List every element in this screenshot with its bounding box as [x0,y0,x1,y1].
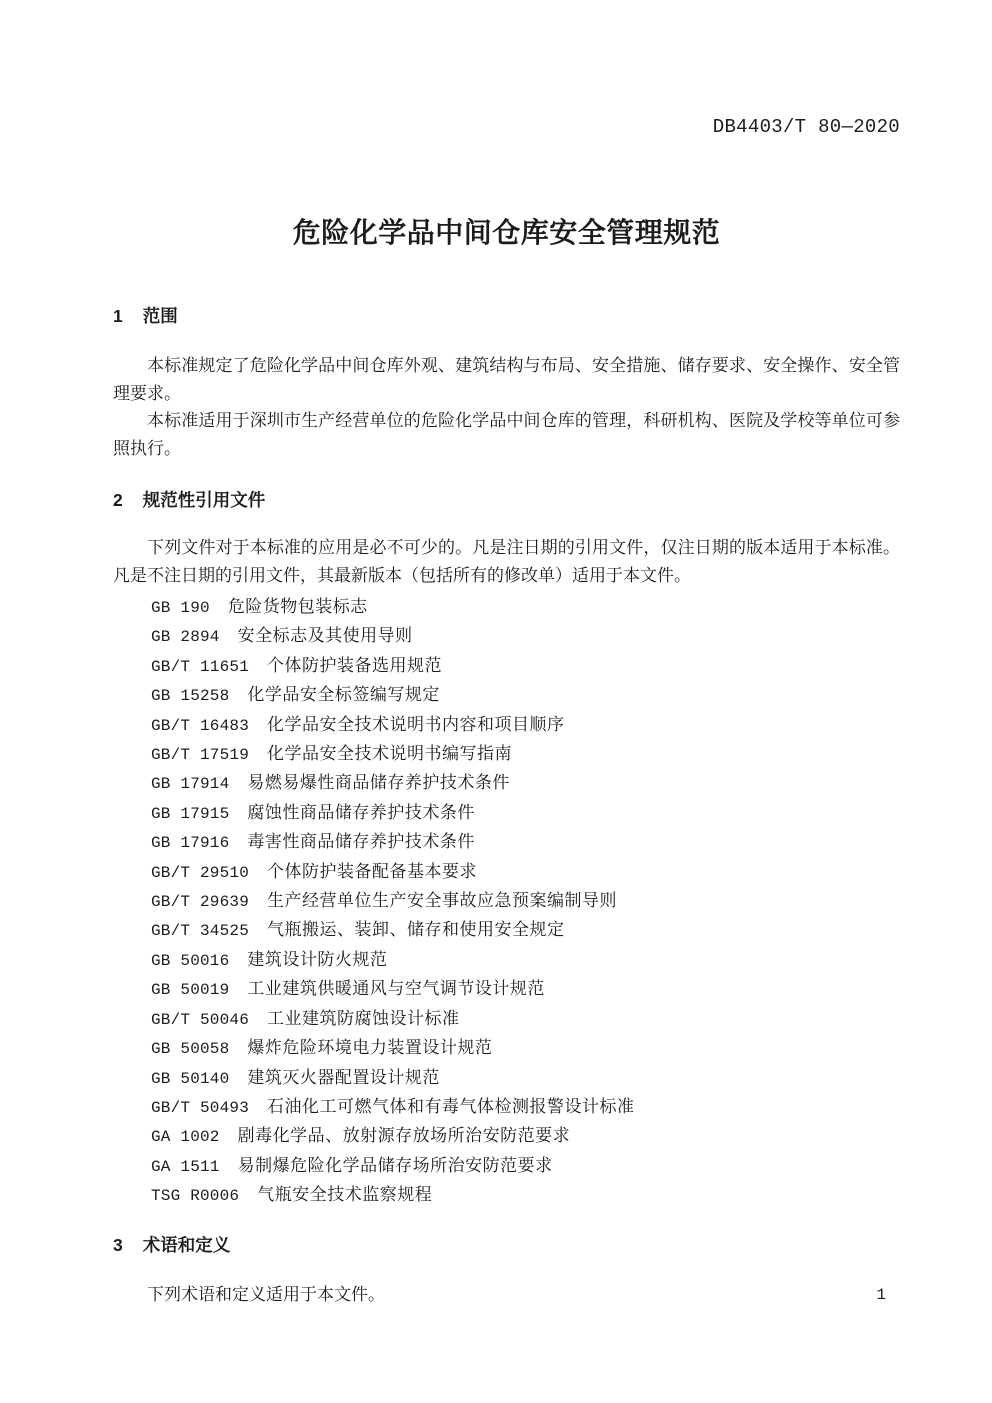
document-title: 危险化学品中间仓库安全管理规范 [292,217,721,248]
reference-code: GB/T 50046 [151,1010,250,1029]
reference-item [113,1034,900,1063]
reference-code: GB 50058 [151,1040,230,1059]
reference-code: GB/T 34525 [151,922,250,941]
reference-item [113,1152,900,1181]
reference-item [113,858,900,887]
reference-title: 易制爆危险化学品储存场所治安防范要求 [237,1155,553,1175]
reference-code: GB 190 [151,599,210,617]
reference-title: 易燃易爆性商品储存养护技术条件 [247,773,510,793]
section-title: 术语和定义 [142,1234,231,1255]
reference-item [113,799,900,828]
reference-title: 化学品安全标签编写规定 [247,685,440,705]
reference-title: 危险货物包装标志 [227,597,368,616]
reference-code: TSG R0006 [151,1187,240,1206]
reference-code: GB 2894 [151,628,220,647]
reference-item [113,652,900,681]
section-title: 范围 [142,306,178,326]
section-heading-terms-definitions [113,1233,900,1257]
reference-item [113,1181,900,1210]
page-number: 1 [876,1286,886,1304]
reference-title: 生产经营单位生产安全事故应急预案编制导则 [267,891,618,911]
reference-code: GA 1511 [151,1157,220,1176]
reference-title: 建筑灭火器配置设计规范 [247,1067,440,1087]
reference-title: 安全标志及其使用导则 [237,626,413,646]
reference-title: 工业建筑防腐蚀设计标准 [267,1008,460,1028]
reference-title: 气瓶安全技术监察规程 [257,1185,433,1205]
reference-code: GB 17915 [151,804,230,823]
reference-item [113,593,900,622]
reference-item [113,975,900,1004]
reference-item [113,828,900,857]
reference-item [113,740,900,769]
reference-title: 个体防护装备选用规范 [267,655,443,675]
reference-item [113,946,900,975]
reference-title: 化学品安全技术说明书编写指南 [267,744,513,764]
reference-code: GB 50140 [151,1069,230,1088]
reference-item [113,1064,900,1093]
reference-code: GB 50019 [151,981,230,1000]
reference-code: GB 15258 [151,687,230,706]
section-number: 3 [113,1234,123,1255]
reference-code: GB/T 50493 [151,1098,250,1117]
reference-code: GB/T 17519 [151,746,250,765]
reference-item [113,916,900,945]
reference-item [113,769,900,798]
scope-paragraph-2: 本标准适用于深圳市生产经营单位的危险化学品中间仓库的管理，科研机构、医院及学校等单位可参照执行。 [113,411,900,458]
reference-code: GB 17914 [151,775,230,794]
reference-item [113,1005,900,1034]
reference-code: GB/T 11651 [151,657,250,676]
section-title: 规范性引用文件 [142,490,266,510]
reference-item [113,681,900,710]
document-code: DB4403/T 80—2020 [712,116,900,138]
reference-item [113,622,900,651]
reference-title: 剧毒化学品、放射源存放场所治安防范要求 [237,1126,571,1146]
reference-title: 建筑设计防火规范 [247,949,388,969]
scope-paragraph-1: 本标准规定了危险化学品中间仓库外观、建筑结构与布局、安全措施、储存要求、安全操作、安全管理要求。 [113,356,900,403]
reference-code: GB 50016 [151,951,230,970]
reference-title: 毒害性商品储存养护技术条件 [247,832,475,852]
reference-title: 个体防护装备配备基本要求 [267,861,478,881]
reference-title: 爆炸危险环境电力装置设计规范 [247,1038,493,1058]
reference-code: GA 1002 [151,1128,220,1147]
reference-item [113,711,900,740]
reference-title: 腐蚀性商品储存养护技术条件 [247,802,475,822]
reference-code: GB/T 29510 [151,863,250,882]
reference-title: 石油化工可燃气体和有毒气体检测报警设计标准 [267,1096,635,1116]
references-intro-paragraph: 下列文件对于本标准的应用是必不可少的。凡是注日期的引用文件，仅注日期的版本适用于本标准。凡是不注日期的引用文件，其最新版本（包括所有的修改单）适用于本文件。 [113,538,900,585]
reference-code: GB/T 16483 [151,716,250,735]
section-heading-normative-references [113,488,900,512]
reference-title: 气瓶搬运、装卸、储存和使用安全规定 [267,920,565,940]
reference-title: 化学品安全技术说明书内容和项目顺序 [267,714,565,734]
reference-title: 工业建筑供暖通风与空气调节设计规范 [247,979,545,999]
terms-intro-paragraph: 下列术语和定义适用于本文件。 [147,1284,385,1304]
section-number: 2 [113,490,123,510]
section-number: 1 [113,306,123,326]
reference-code: GB 17916 [151,834,230,853]
reference-item [113,1122,900,1151]
references-list [113,593,900,1211]
reference-item [113,1093,900,1122]
reference-code: GB/T 29639 [151,893,250,912]
reference-item [113,887,900,916]
section-heading-scope [113,304,900,328]
